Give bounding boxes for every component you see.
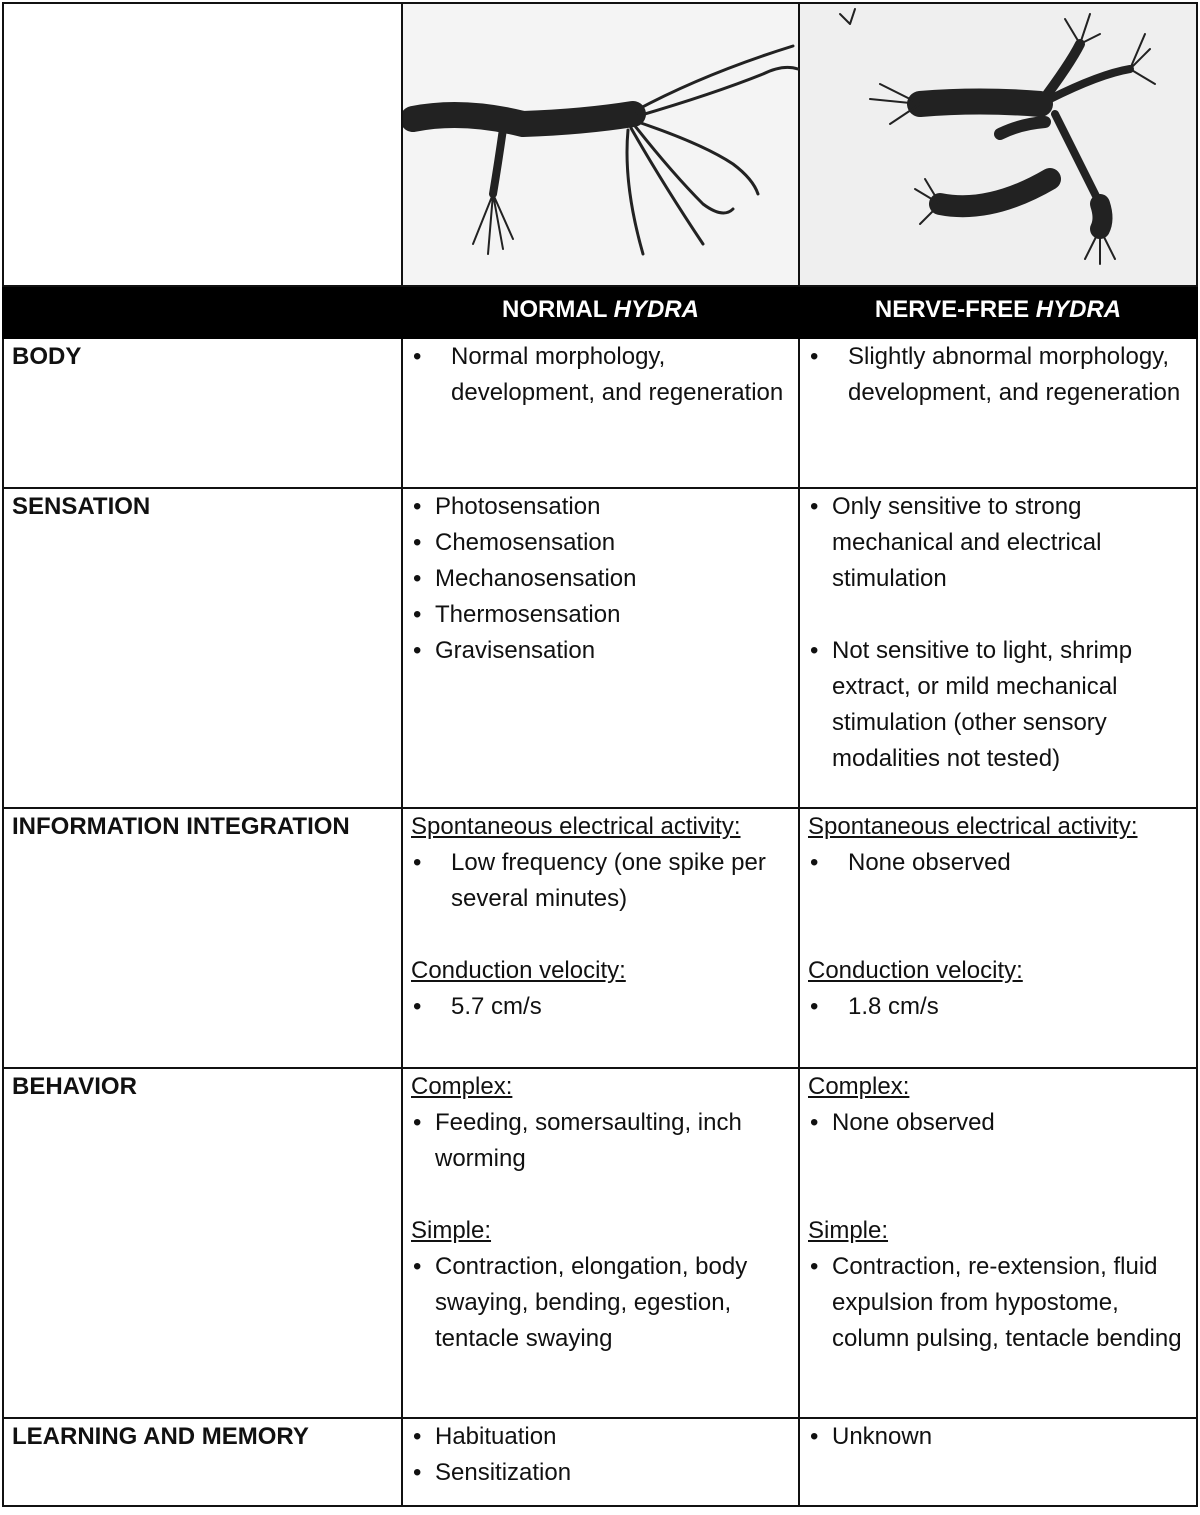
column-header-nerve-free: NERVE-FREE HYDRA <box>799 286 1197 338</box>
list-item: • Only sensitive to strong mechanical and electrical stimulation <box>808 489 1188 597</box>
empty-cell <box>3 3 402 286</box>
subheading: Simple: <box>808 1217 889 1244</box>
subheading: Complex: <box>808 1073 910 1100</box>
list-item: • Normal morphology, development, and regeneration <box>411 339 790 411</box>
list-item: • None observed <box>808 1105 1188 1141</box>
list-item: • 1.8 cm/s <box>808 989 1188 1025</box>
list-item: • Gravisensation <box>411 633 790 669</box>
table-row <box>3 1418 1197 1506</box>
subheading: Conduction velocity: <box>808 957 1023 984</box>
list-item: • 5.7 cm/s <box>411 989 790 1025</box>
column-header-normal: NORMAL HYDRA <box>402 286 799 338</box>
row-label: BEHAVIOR <box>3 1068 402 1418</box>
subheading: Spontaneous electrical activity: <box>411 813 741 840</box>
list-item: • Chemosensation <box>411 525 790 561</box>
list-item: • Sensitization <box>411 1455 790 1491</box>
list-item: • Low frequency (one spike per several minutes) <box>411 845 790 917</box>
table-row <box>3 1068 1197 1418</box>
list-item: • Feeding, somersaulting, inch worming <box>411 1105 790 1177</box>
row-label: INFORMATION INTEGRATION <box>3 808 402 1068</box>
list-item: • Thermosensation <box>411 597 790 633</box>
list-item: • None observed <box>808 845 1188 881</box>
subheading: Complex: <box>411 1073 513 1100</box>
table-row <box>3 808 1197 1068</box>
row-label: SENSATION <box>3 488 402 808</box>
subheading: Conduction velocity: <box>411 957 626 984</box>
list-item: • Habituation <box>411 1419 790 1455</box>
nerve-free-hydra-image <box>799 3 1197 286</box>
table-row <box>3 338 1197 488</box>
list-item: • Not sensitive to light, shrimp extract, or mild mechanical stimulation (other sensory modalities not tested) <box>808 633 1188 777</box>
list-item: • Contraction, re-extension, fluid expulsion from hypostome, column pulsing, tentacle bending <box>808 1249 1188 1357</box>
table-row <box>3 488 1197 808</box>
normal-hydra-image <box>402 3 799 286</box>
list-item: • Contraction, elongation, body swaying, bending, egestion, tentacle swaying <box>411 1249 790 1357</box>
subheading: Simple: <box>411 1217 492 1244</box>
list-item: • Unknown <box>808 1419 1188 1455</box>
row-label: LEARNING AND MEMORY <box>3 1418 402 1506</box>
list-item: • Photosensation <box>411 489 790 525</box>
header-row <box>3 286 1197 338</box>
list-item: • Slightly abnormal morphology, development, and regeneration <box>808 339 1188 411</box>
subheading: Spontaneous electrical activity: <box>808 813 1138 840</box>
comparison-table <box>2 2 1198 1507</box>
row-label: BODY <box>3 338 402 488</box>
list-item: • Mechanosensation <box>411 561 790 597</box>
